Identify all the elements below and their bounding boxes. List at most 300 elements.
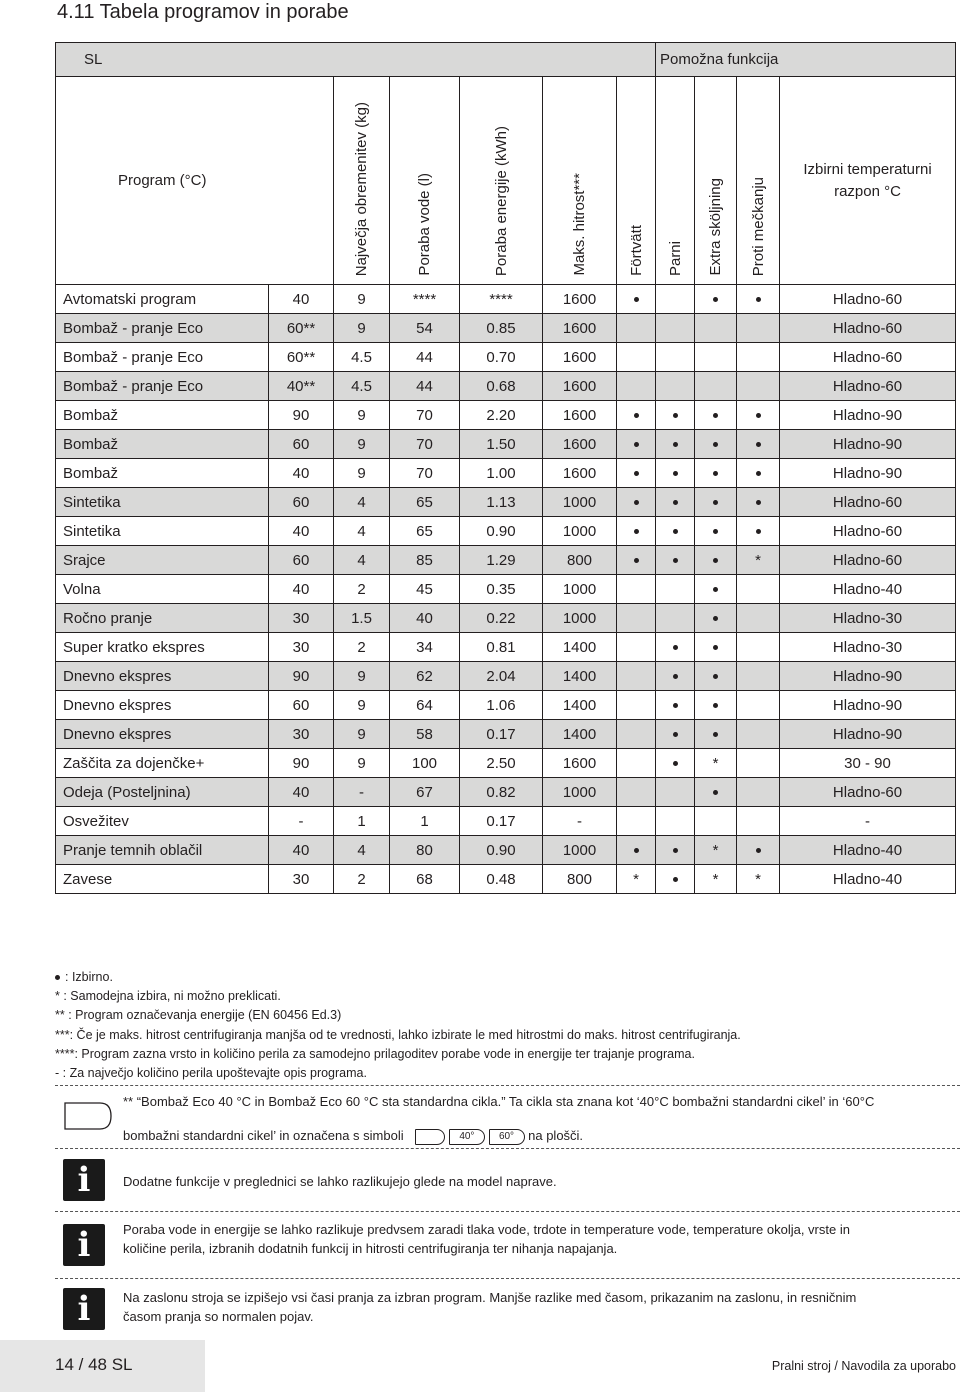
temp-range: Hladno-60: [780, 343, 956, 372]
max-load: 9: [334, 662, 390, 691]
water-use: 54: [390, 314, 460, 343]
water-use: 67: [390, 778, 460, 807]
energy-use: ****: [460, 285, 543, 314]
prewash-flag: [617, 604, 656, 633]
anti-crease-flag: *: [737, 546, 780, 575]
program-temp: 90: [269, 749, 334, 778]
program-temp: 40: [269, 285, 334, 314]
water-use: 70: [390, 459, 460, 488]
water-use: 58: [390, 720, 460, 749]
note-eco-line1: ** “Bombaž Eco 40 °C in Bombaž Eco 60 °C sta standardna cikla.” Ta cikla sta znana kot ‘40°C bombažni standardni cikel’ in ‘60°C: [123, 1094, 875, 1109]
bullet-icon: [634, 442, 639, 447]
blank-tag-icon: [415, 1129, 445, 1145]
program-temp: 40**: [269, 372, 334, 401]
steam-flag: [656, 778, 695, 807]
prewash-flag: [617, 314, 656, 343]
energy-use: 2.50: [460, 749, 543, 778]
bullet-icon: [756, 413, 761, 418]
bullet-icon: [673, 529, 678, 534]
bullet-icon: [634, 500, 639, 505]
program-name: Bombaž: [56, 459, 269, 488]
prewash-flag: *: [617, 865, 656, 894]
extra-rinse-flag: [695, 633, 737, 662]
table-row: [56, 633, 956, 662]
table-row: [56, 604, 956, 633]
steam-flag: [656, 314, 695, 343]
extra-rinse-flag: [695, 343, 737, 372]
steam-flag: [656, 633, 695, 662]
max-speed: 1400: [543, 633, 617, 662]
note-consumption: [55, 1211, 960, 1278]
program-temp: 30: [269, 604, 334, 633]
program-name: Odeja (Posteljnina): [56, 778, 269, 807]
prewash-flag: [617, 633, 656, 662]
anti-crease-flag: [737, 372, 780, 401]
info-icon: i: [63, 1224, 105, 1266]
bullet-icon: [756, 471, 761, 476]
prewash-flag: [617, 778, 656, 807]
program-name: Sintetika: [56, 517, 269, 546]
program-name: Volna: [56, 575, 269, 604]
note-consumption-line2: količine perila, izbranih dodatnih funkcij in hitrosti centrifugiranja ter nihanja napajanja.: [123, 1241, 618, 1256]
max-load: 4: [334, 488, 390, 517]
note-eco-line2: bombažni standardni cikel’ in označena s simboli 40° 60° na plošči.: [123, 1128, 584, 1143]
max-load: 9: [334, 285, 390, 314]
energy-use: 1.13: [460, 488, 543, 517]
table-row: [56, 865, 956, 894]
program-name: Super kratko ekspres: [56, 633, 269, 662]
energy-use: 2.20: [460, 401, 543, 430]
steam-flag: [656, 488, 695, 517]
col-anti-crease: Proti mečkanju: [737, 77, 780, 285]
anti-crease-flag: [737, 285, 780, 314]
note-functions: [55, 1148, 960, 1211]
anti-crease-flag: [737, 633, 780, 662]
program-temp: 90: [269, 401, 334, 430]
extra-rinse-flag: [695, 372, 737, 401]
bullet-icon: [673, 732, 678, 737]
energy-use: 0.22: [460, 604, 543, 633]
extra-rinse-flag: [695, 720, 737, 749]
water-use: 62: [390, 662, 460, 691]
prewash-flag: [617, 459, 656, 488]
extra-rinse-flag: *: [695, 836, 737, 865]
extra-rinse-flag: [695, 691, 737, 720]
steam-flag: [656, 691, 695, 720]
col-prewash: Förtvätt: [617, 77, 656, 285]
bullet-icon: [713, 297, 718, 302]
prewash-flag: [617, 575, 656, 604]
program-name: Dnevno ekspres: [56, 662, 269, 691]
col-speed: Maks. hitrost***: [543, 77, 617, 285]
temp-range: Hladno-40: [780, 865, 956, 894]
col-energy: Poraba energije (kWh): [460, 77, 543, 285]
program-name: Dnevno ekspres: [56, 691, 269, 720]
extra-rinse-flag: [695, 662, 737, 691]
water-use: 64: [390, 691, 460, 720]
max-speed: 1600: [543, 285, 617, 314]
anti-crease-flag: [737, 778, 780, 807]
energy-use: 0.82: [460, 778, 543, 807]
energy-use: 0.68: [460, 372, 543, 401]
col-water: Poraba vode (l): [390, 77, 460, 285]
bullet-icon: [673, 877, 678, 882]
program-temp: 40: [269, 459, 334, 488]
prewash-flag: [617, 343, 656, 372]
energy-use: 1.00: [460, 459, 543, 488]
temp-range: Hladno-60: [780, 517, 956, 546]
max-speed: 1600: [543, 430, 617, 459]
program-name: Osvežitev: [56, 807, 269, 836]
prewash-flag: [617, 691, 656, 720]
max-load: 9: [334, 314, 390, 343]
program-name: Avtomatski program: [56, 285, 269, 314]
note-display: [55, 1278, 960, 1337]
tag-60: 60°: [489, 1129, 525, 1145]
anti-crease-flag: [737, 343, 780, 372]
table-column-header: [56, 77, 956, 285]
col-temp-range: Izbirni temperaturni razpon °C: [780, 77, 956, 285]
table-row: [56, 372, 956, 401]
max-speed: 1600: [543, 372, 617, 401]
table-row: [56, 343, 956, 372]
tag-40: 40°: [449, 1129, 485, 1145]
program-temp: 60: [269, 546, 334, 575]
prewash-flag: [617, 546, 656, 575]
table-row: [56, 459, 956, 488]
legend: [55, 968, 741, 1083]
program-temp: 60**: [269, 343, 334, 372]
bullet-icon: [756, 297, 761, 302]
anti-crease-flag: [737, 749, 780, 778]
temp-range: Hladno-90: [780, 662, 956, 691]
energy-use: 1.06: [460, 691, 543, 720]
program-name: Srajce: [56, 546, 269, 575]
steam-flag: [656, 546, 695, 575]
anti-crease-flag: [737, 488, 780, 517]
temp-range: Hladno-60: [780, 285, 956, 314]
aux-functions-title: Pomožna funkcija: [656, 43, 956, 77]
bullet-icon: [713, 500, 718, 505]
water-use: 70: [390, 401, 460, 430]
energy-use: 1.29: [460, 546, 543, 575]
water-use: 40: [390, 604, 460, 633]
temp-range: Hladno-30: [780, 604, 956, 633]
temp-range: Hladno-90: [780, 691, 956, 720]
prewash-flag: [617, 807, 656, 836]
table-row: [56, 720, 956, 749]
max-load: 2: [334, 633, 390, 662]
col-load: Največja obremenitev (kg): [334, 77, 390, 285]
program-temp: 40: [269, 517, 334, 546]
max-speed: 1000: [543, 517, 617, 546]
steam-flag: [656, 836, 695, 865]
steam-flag: [656, 343, 695, 372]
program-name: Pranje temnih oblačil: [56, 836, 269, 865]
extra-rinse-flag: [695, 807, 737, 836]
max-speed: -: [543, 807, 617, 836]
program-temp: 40: [269, 778, 334, 807]
anti-crease-flag: [737, 662, 780, 691]
max-speed: 1000: [543, 778, 617, 807]
steam-flag: [656, 865, 695, 894]
extra-rinse-flag: [695, 401, 737, 430]
legend-energy-label: ** : Program označevanja energije (EN 60456 Ed.3): [55, 1008, 342, 1023]
water-use: 80: [390, 836, 460, 865]
extra-rinse-flag: [695, 459, 737, 488]
max-load: 4: [334, 546, 390, 575]
steam-flag: [656, 720, 695, 749]
bullet-icon: [713, 645, 718, 650]
max-speed: 800: [543, 865, 617, 894]
bullet-icon: [634, 297, 639, 302]
program-name: Dnevno ekspres: [56, 720, 269, 749]
col-steam: Parni: [656, 77, 695, 285]
steam-flag: [656, 517, 695, 546]
steam-flag: [656, 401, 695, 430]
extra-rinse-flag: [695, 314, 737, 343]
extra-rinse-flag: [695, 488, 737, 517]
bullet-icon: [756, 529, 761, 534]
table-row: [56, 778, 956, 807]
table-row: [56, 546, 956, 575]
energy-use: 2.04: [460, 662, 543, 691]
max-speed: 1400: [543, 691, 617, 720]
table-row: [56, 575, 956, 604]
program-name: Bombaž - pranje Eco: [56, 343, 269, 372]
document-title: Pralni stroj / Navodila za uporabo: [771, 1359, 956, 1373]
table-row: [56, 488, 956, 517]
max-load: 4: [334, 836, 390, 865]
bullet-icon: [673, 500, 678, 505]
max-load: 1.5: [334, 604, 390, 633]
water-use: 100: [390, 749, 460, 778]
program-name: Bombaž: [56, 401, 269, 430]
water-use: 65: [390, 517, 460, 546]
anti-crease-flag: [737, 430, 780, 459]
table-row: [56, 662, 956, 691]
bullet-icon: [634, 413, 639, 418]
table-row: [56, 314, 956, 343]
bullet-icon: [634, 529, 639, 534]
water-use: 65: [390, 488, 460, 517]
steam-flag: [656, 459, 695, 488]
table-row: [56, 749, 956, 778]
max-load: 9: [334, 401, 390, 430]
anti-crease-flag: [737, 691, 780, 720]
program-temp: 40: [269, 575, 334, 604]
max-speed: 1600: [543, 459, 617, 488]
anti-crease-flag: [737, 836, 780, 865]
bullet-icon: [55, 975, 60, 980]
prewash-flag: [617, 517, 656, 546]
temp-range: Hladno-60: [780, 488, 956, 517]
energy-use: 1.50: [460, 430, 543, 459]
max-speed: 1400: [543, 662, 617, 691]
max-load: 4: [334, 517, 390, 546]
extra-rinse-flag: [695, 604, 737, 633]
max-speed: 1600: [543, 749, 617, 778]
bullet-icon: [634, 558, 639, 563]
steam-flag: [656, 807, 695, 836]
prewash-flag: [617, 720, 656, 749]
extra-rinse-flag: *: [695, 865, 737, 894]
water-use: 45: [390, 575, 460, 604]
temp-range: 30 - 90: [780, 749, 956, 778]
bullet-icon: [713, 616, 718, 621]
bullet-icon: [713, 674, 718, 679]
program-temp: 30: [269, 633, 334, 662]
legend-auto: * : Samodejna izbira, ni možno preklicati.: [55, 989, 281, 1004]
anti-crease-flag: [737, 720, 780, 749]
water-use: 44: [390, 343, 460, 372]
max-speed: 1000: [543, 575, 617, 604]
max-load: 9: [334, 459, 390, 488]
bullet-icon: [713, 413, 718, 418]
prewash-flag: [617, 662, 656, 691]
max-load: 9: [334, 430, 390, 459]
energy-use: 0.85: [460, 314, 543, 343]
extra-rinse-flag: *: [695, 749, 737, 778]
program-temp: 60: [269, 430, 334, 459]
bullet-icon: [756, 848, 761, 853]
table-row: [56, 430, 956, 459]
bullet-icon: [713, 529, 718, 534]
program-name: Bombaž - pranje Eco: [56, 372, 269, 401]
bullet-icon: [673, 703, 678, 708]
program-name: Bombaž: [56, 430, 269, 459]
extra-rinse-flag: [695, 575, 737, 604]
steam-flag: [656, 604, 695, 633]
extra-rinse-flag: [695, 778, 737, 807]
max-speed: 1400: [543, 720, 617, 749]
prewash-flag: [617, 401, 656, 430]
anti-crease-flag: [737, 459, 780, 488]
note-display-line2: časom pranja so normalen pojav.: [123, 1309, 314, 1324]
program-temp: 30: [269, 865, 334, 894]
steam-flag: [656, 430, 695, 459]
bullet-icon: [673, 471, 678, 476]
max-speed: 1600: [543, 314, 617, 343]
steam-flag: [656, 575, 695, 604]
water-use: 44: [390, 372, 460, 401]
program-temp: 40: [269, 836, 334, 865]
anti-crease-flag: [737, 604, 780, 633]
temp-range: Hladno-40: [780, 575, 956, 604]
note-consumption-line1: Poraba vode in energije se lahko razlikuje predvsem zaradi tlaka vode, trdote in temperature vode, temperature okolja, vrste in: [123, 1222, 850, 1237]
energy-use: 0.81: [460, 633, 543, 662]
bullet-icon: [673, 645, 678, 650]
max-load: 9: [334, 720, 390, 749]
col-program: Program (°C): [56, 77, 334, 285]
program-name: Zavese: [56, 865, 269, 894]
temp-range: Hladno-60: [780, 372, 956, 401]
max-speed: 1600: [543, 401, 617, 430]
extra-rinse-flag: [695, 517, 737, 546]
page-number-box: [0, 1340, 205, 1392]
water-use: 68: [390, 865, 460, 894]
page-title: 4.11 Tabela programov in porabe: [57, 1, 349, 23]
bullet-icon: [756, 442, 761, 447]
water-use: 34: [390, 633, 460, 662]
max-load: 9: [334, 691, 390, 720]
energy-use: 0.35: [460, 575, 543, 604]
prewash-flag: [617, 749, 656, 778]
bullet-icon: [673, 761, 678, 766]
max-load: 2: [334, 575, 390, 604]
energy-use: 0.70: [460, 343, 543, 372]
note-display-line1: Na zaslonu stroja se izpišejo vsi časi pranja za izbran program. Manjše razlike med časom, prikazanim na zaslonu, in resničnim: [123, 1290, 857, 1305]
temp-range: Hladno-60: [780, 778, 956, 807]
bullet-icon: [673, 558, 678, 563]
steam-flag: [656, 662, 695, 691]
table-row: [56, 285, 956, 314]
max-speed: 800: [543, 546, 617, 575]
bullet-icon: [673, 442, 678, 447]
anti-crease-flag: [737, 575, 780, 604]
max-load: 4.5: [334, 343, 390, 372]
program-temp: 90: [269, 662, 334, 691]
prewash-flag: [617, 372, 656, 401]
max-load: 2: [334, 865, 390, 894]
temp-range: Hladno-90: [780, 401, 956, 430]
notes-section: [55, 1085, 960, 1337]
bullet-icon: [673, 674, 678, 679]
steam-flag: [656, 285, 695, 314]
table-row: [56, 836, 956, 865]
temp-range: Hladno-30: [780, 633, 956, 662]
note-functions-text: Dodatne funkcije v preglednici se lahko razlikujejo glede na model naprave.: [123, 1174, 557, 1189]
extra-rinse-flag: [695, 285, 737, 314]
bullet-icon: [713, 790, 718, 795]
program-temp: 60**: [269, 314, 334, 343]
temp-range: -: [780, 807, 956, 836]
temp-range: Hladno-90: [780, 459, 956, 488]
note-eco: [55, 1085, 960, 1148]
program-name: Bombaž - pranje Eco: [56, 314, 269, 343]
info-icon: i: [63, 1159, 105, 1201]
table-row: [56, 517, 956, 546]
steam-flag: [656, 372, 695, 401]
bullet-icon: [713, 703, 718, 708]
prewash-flag: [617, 488, 656, 517]
prewash-flag: [617, 836, 656, 865]
max-load: -: [334, 778, 390, 807]
bullet-icon: [634, 848, 639, 853]
table-row: [56, 401, 956, 430]
footer: [0, 1340, 960, 1392]
energy-use: 0.17: [460, 720, 543, 749]
water-use: 70: [390, 430, 460, 459]
bullet-icon: [713, 558, 718, 563]
program-table: [55, 42, 956, 894]
page-number: 14 / 48 SL: [55, 1355, 133, 1374]
legend-max-speed: ***: Če je maks. hitrost centrifugiranja manjša od te vrednosti, lahko izbirate le med hitrostmi do maks. hitrost centrifugiranja.: [55, 1027, 741, 1042]
legend-dash: - : Za največjo količino perila upoštevajte opis programa.: [55, 1066, 367, 1081]
legend-optional: : Izbirno.: [65, 970, 113, 984]
table-row: [56, 691, 956, 720]
anti-crease-flag: *: [737, 865, 780, 894]
bullet-icon: [756, 500, 761, 505]
bullet-icon: [713, 471, 718, 476]
program-temp: 60: [269, 488, 334, 517]
energy-use: 0.17: [460, 807, 543, 836]
info-icon: i: [63, 1288, 105, 1330]
max-speed: 1600: [543, 343, 617, 372]
program-name: Zaščita za dojenčke+: [56, 749, 269, 778]
max-speed: 1000: [543, 488, 617, 517]
anti-crease-flag: [737, 807, 780, 836]
